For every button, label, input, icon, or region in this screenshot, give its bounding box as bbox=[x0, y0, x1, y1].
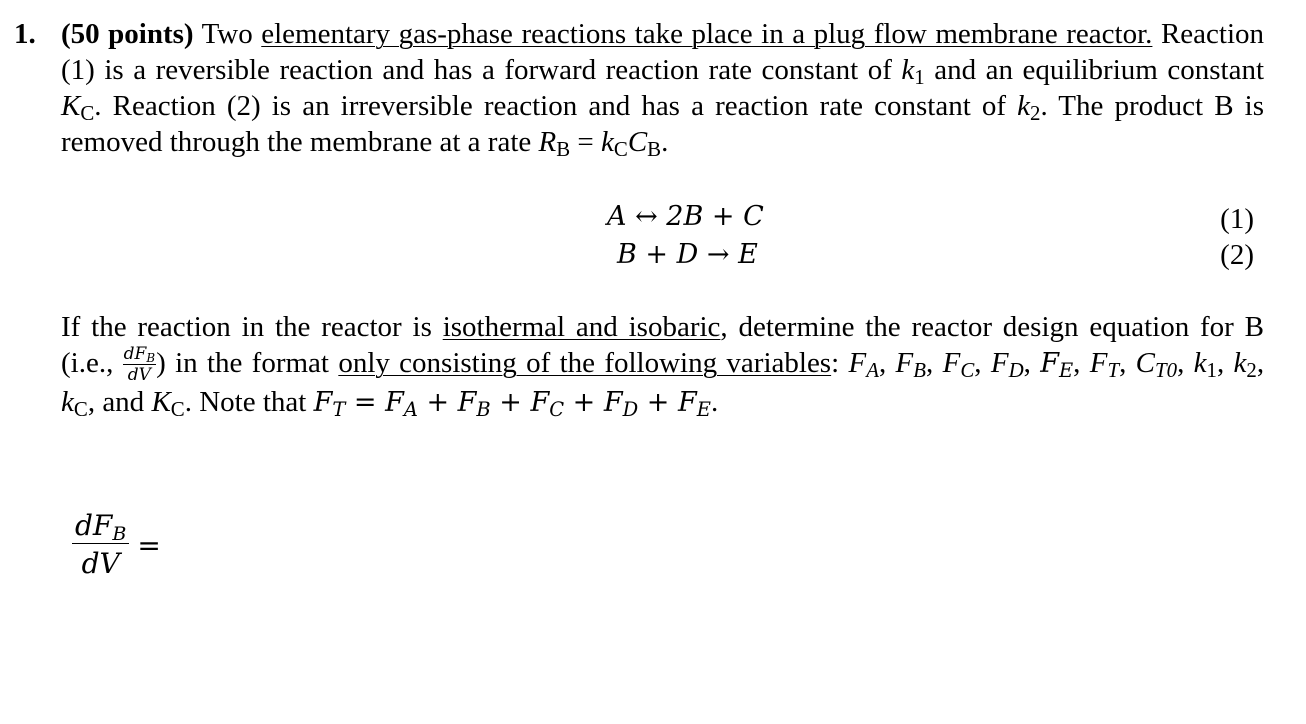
var-k1-list: $k_1$ bbox=[1193, 347, 1217, 383]
var-FA: $F_A$ bbox=[848, 347, 879, 383]
var-kc-list: $k_C$ bbox=[61, 386, 88, 422]
var-FE: $F_E$ bbox=[1040, 348, 1074, 382]
underlined-isothermal: isothermal and isobaric bbox=[442, 311, 721, 343]
instruction-paragraph: If the reaction in the reactor is isothermal and isobaric, determine the reactor design equation for B (i.e., $\frac{dF_B}{dV}$ ) in the format only consisting of the following variables: $F_A$, $F_B$, $F_C$, $F_D$, $F_E$, $F_T$, $C_{T0}$, $k_1$, $k_2$, $k_C$, and $K_C$. Note that $F_T = F_A + F_B + F_C + F_D + F_E$. bbox=[61, 311, 1265, 422]
underlined-variables: only consisting of the following variables bbox=[338, 347, 832, 379]
var-FC: $F_C$ bbox=[942, 347, 975, 383]
answer-derivative-fraction: $\frac{dF_B}{dV}$ bbox=[72, 512, 129, 578]
var-FB: $F_B$ bbox=[895, 347, 927, 383]
var-Kc: $K_C$ bbox=[61, 90, 95, 126]
problem-intro-paragraph: (50 points) Two elementary gas-phase reactions take place in a plug flow membrane reactor. Reaction (1) is a reversible reaction and has a forward reaction rate constant of $k_1$ and an equilibrium constant $K_C$. Reaction (2) is an irreversible reaction and has a reaction rate constant of $k_2$. The product B is removed through the membrane at a rate $R_B = k_CC_B$. bbox=[61, 18, 1265, 162]
answer-prompt bbox=[72, 509, 161, 580]
var-k2: $k_2$ bbox=[1017, 90, 1041, 126]
var-CT0: $C_{T0}$ bbox=[1135, 347, 1178, 383]
problem-statement bbox=[14, 16, 1265, 422]
underlined-intro: elementary gas-phase reactions take place in a plug flow membrane reactor. bbox=[261, 18, 1153, 50]
var-CB: $C_B$ bbox=[627, 126, 662, 162]
equals-sign: = bbox=[137, 528, 161, 562]
reaction-1-equation: A ↔ 2B + C bbox=[607, 201, 764, 232]
var-FD: $F_D$ bbox=[990, 347, 1024, 383]
var-k1: $k_1$ bbox=[901, 54, 925, 90]
var-Kc-list: $K_C$ bbox=[151, 386, 185, 422]
var-FT: $F_T$ bbox=[1089, 347, 1120, 383]
var-RB: $R_B$ bbox=[538, 126, 571, 162]
var-k2-list: $k_2$ bbox=[1233, 347, 1257, 383]
question-number: 1. bbox=[14, 18, 36, 50]
reaction-1-number: (1) bbox=[1220, 203, 1254, 235]
derivative-fraction-inline: $\frac{dF_B}{dV}$ bbox=[123, 344, 156, 386]
reaction-2-number: (2) bbox=[1220, 239, 1254, 271]
reaction-2-equation: B + D → E bbox=[617, 239, 758, 270]
var-kc: $k_C$ bbox=[601, 126, 628, 162]
points-label: (50 points) bbox=[61, 18, 194, 50]
reaction-equations bbox=[14, 200, 1264, 280]
total-flow-equation: $F_T = F_A + F_B + F_C + F_D + F_E$ bbox=[313, 387, 711, 422]
